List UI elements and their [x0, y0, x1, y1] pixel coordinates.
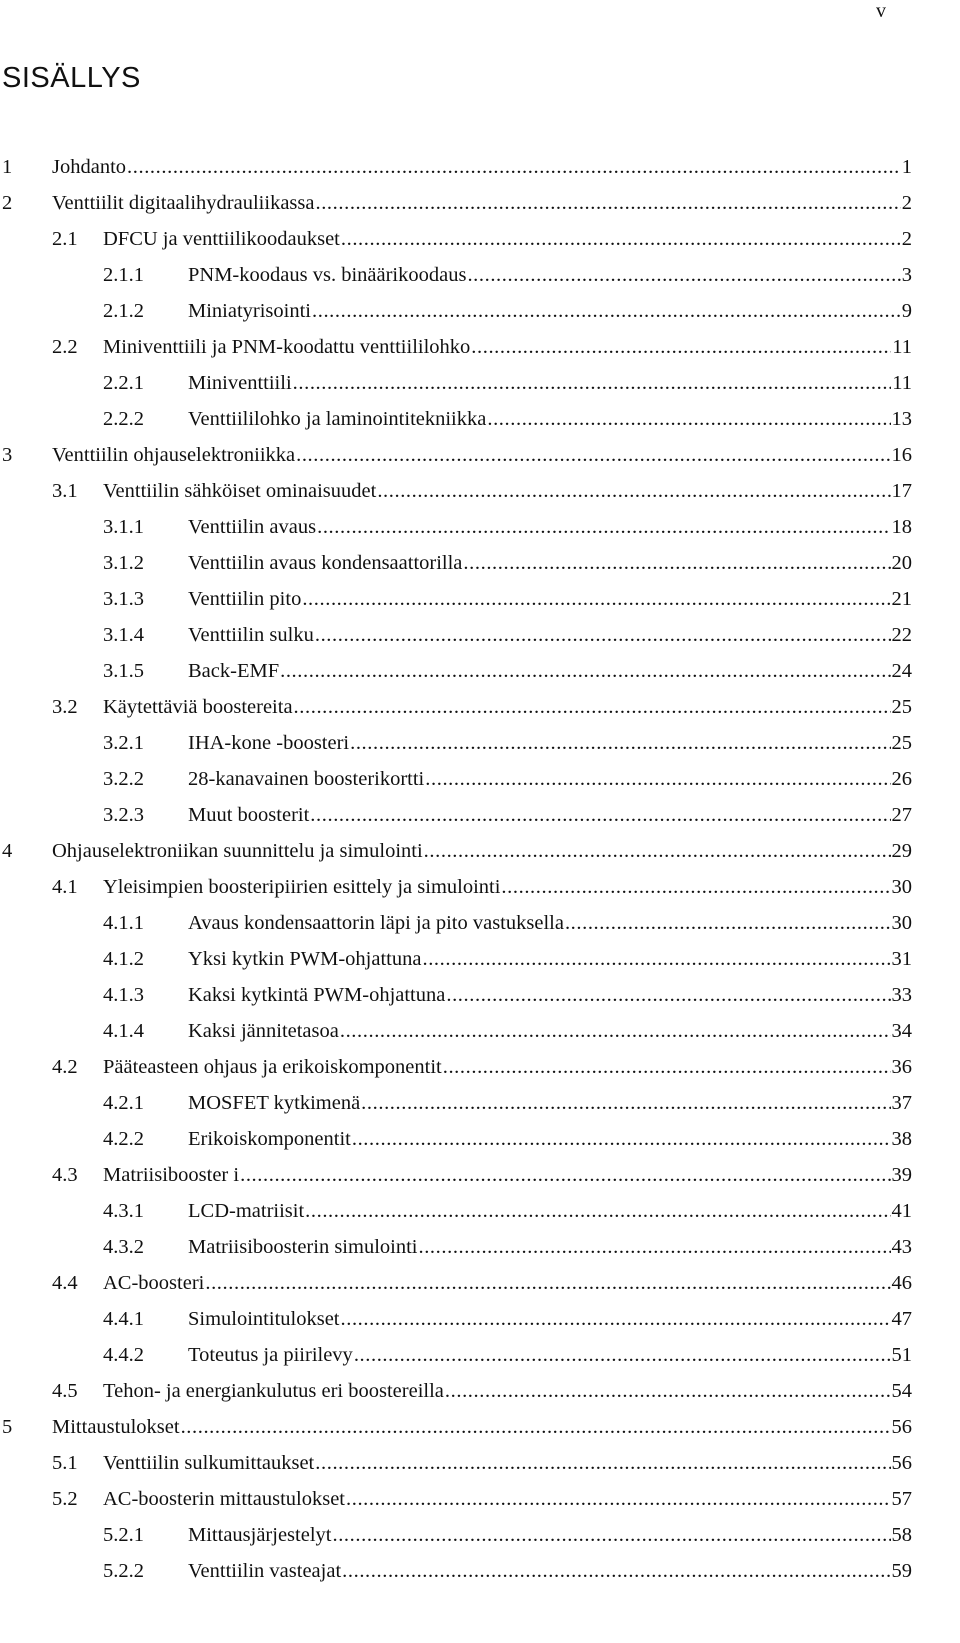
toc-entry-page: 2 [901, 192, 912, 214]
toc-entry-title: Venttiilin avaus [188, 516, 317, 538]
toc-entry-page: 25 [891, 732, 912, 754]
toc-entry-line [188, 1301, 912, 1337]
toc-entry-title: Simulointitulokset [188, 1308, 340, 1330]
dot-leader [422, 941, 890, 977]
toc-entry[interactable] [0, 1121, 912, 1157]
dot-leader [315, 617, 891, 653]
toc-entry[interactable] [0, 581, 912, 617]
dot-leader [446, 977, 890, 1013]
toc-entry-number: 1 [2, 156, 13, 178]
dot-leader [305, 1193, 890, 1229]
toc-entry-title: Venttiilin avaus kondensaattorilla [188, 552, 463, 574]
dot-leader [280, 653, 890, 689]
toc-entry-number: 4.1.2 [103, 948, 144, 970]
toc-entry[interactable] [0, 1373, 912, 1409]
toc-entry-line [52, 833, 912, 869]
toc-entry-page: 11 [892, 372, 912, 394]
dot-leader [312, 293, 901, 329]
table-of-contents [0, 149, 912, 1589]
toc-entry-page: 59 [891, 1560, 912, 1582]
toc-entry-title: Venttiilin pito [188, 588, 302, 610]
toc-entry-page: 34 [891, 1020, 912, 1042]
toc-entry-title: Matriisiboosterin simulointi [188, 1236, 418, 1258]
toc-entry-number: 2.1.2 [103, 300, 144, 322]
dot-leader [424, 833, 891, 869]
toc-entry-page: 21 [891, 588, 912, 610]
toc-entry-title: DFCU ja venttiilikoodaukset [103, 228, 340, 250]
toc-entry-title: Käytettäviä boostereita [103, 696, 293, 718]
dot-leader [418, 1229, 890, 1265]
toc-entry-number: 3.1.4 [103, 624, 144, 646]
toc-entry-title: Muut boosterit [188, 804, 310, 826]
toc-entry-title: AC-boosteri [103, 1272, 205, 1294]
toc-entry[interactable] [0, 761, 912, 797]
toc-entry[interactable] [0, 149, 912, 185]
dot-leader [341, 1301, 891, 1337]
toc-entry[interactable] [0, 365, 912, 401]
dot-leader [127, 149, 901, 185]
toc-entry-line [103, 1481, 912, 1517]
toc-entry-number: 4.4 [52, 1272, 78, 1294]
toc-entry-title: 28-kanavainen boosterikortti [188, 768, 425, 790]
toc-entry-line [103, 473, 912, 509]
toc-entry-page: 56 [891, 1452, 912, 1474]
toc-entry-page: 3 [901, 264, 912, 286]
dot-leader [296, 437, 890, 473]
toc-entry[interactable] [0, 797, 912, 833]
toc-entry[interactable] [0, 401, 912, 437]
toc-entry-title: Yleisimpien boosteripiirien esittely ja simulointi [103, 876, 501, 898]
dot-leader [293, 365, 892, 401]
toc-entry-line [103, 1265, 912, 1301]
toc-entry[interactable] [0, 185, 912, 221]
toc-entry[interactable] [0, 1481, 912, 1517]
toc-entry[interactable] [0, 977, 912, 1013]
toc-entry-number: 4.2.1 [103, 1092, 144, 1114]
toc-entry-line [188, 1337, 912, 1373]
page-number: v [876, 0, 886, 22]
toc-entry[interactable] [0, 833, 912, 869]
toc-entry[interactable] [0, 905, 912, 941]
toc-entry-title: Johdanto [52, 156, 127, 178]
dot-leader [240, 1157, 890, 1193]
dot-leader [501, 869, 890, 905]
dot-leader [352, 1121, 891, 1157]
toc-entry-number: 3.1.5 [103, 660, 144, 682]
toc-entry-title: Venttiilin vasteajat [188, 1560, 342, 1582]
toc-entry-title: MOSFET kytkimenä [188, 1092, 361, 1114]
toc-entry-page: 56 [891, 1416, 912, 1438]
toc-entry-number: 2.2.1 [103, 372, 144, 394]
dot-leader [332, 1517, 890, 1553]
dot-leader [181, 1409, 891, 1445]
toc-entry[interactable] [0, 1553, 912, 1589]
toc-entry-title: Miniventtiili ja PNM-koodattu venttiililohko [103, 336, 471, 358]
toc-entry-title: Tehon- ja energiankulutus eri boostereilla [103, 1380, 444, 1402]
dot-leader [350, 725, 890, 761]
toc-entry-line [188, 1517, 912, 1553]
toc-entry-title: Kaksi jännitetasoa [188, 1020, 339, 1042]
toc-entry-page: 18 [891, 516, 912, 538]
dot-leader [487, 401, 890, 437]
toc-entry-number: 5.2.1 [103, 1524, 144, 1546]
toc-entry-line [188, 761, 912, 797]
toc-entry-title: Mittaustulokset [52, 1416, 180, 1438]
dot-leader [302, 581, 890, 617]
toc-entry-line [103, 1157, 912, 1193]
toc-entry-line [103, 869, 912, 905]
toc-entry-title: LCD-matriisit [188, 1200, 305, 1222]
toc-entry-number: 4 [2, 840, 13, 862]
toc-entry-line [188, 293, 912, 329]
dot-leader [315, 1445, 890, 1481]
toc-entry-line [188, 905, 912, 941]
toc-entry-line [188, 1229, 912, 1265]
toc-entry-page: 39 [891, 1164, 912, 1186]
toc-entry-number: 3.1.3 [103, 588, 144, 610]
toc-entry-number: 2.1.1 [103, 264, 144, 286]
toc-entry-line [52, 1409, 912, 1445]
toc-entry[interactable] [0, 869, 912, 905]
toc-entry-line [188, 1553, 912, 1589]
toc-entry-title: Venttiilin sähköiset ominaisuudet [103, 480, 377, 502]
dot-leader [565, 905, 891, 941]
toc-entry-number: 4.5 [52, 1380, 78, 1402]
toc-entry[interactable] [0, 293, 912, 329]
toc-entry[interactable] [0, 1409, 912, 1445]
toc-entry[interactable] [0, 1517, 912, 1553]
dot-leader [425, 761, 890, 797]
toc-entry[interactable] [0, 1229, 912, 1265]
toc-entry-page: 36 [891, 1056, 912, 1078]
toc-entry-number: 5.2 [52, 1488, 78, 1510]
toc-entry-page: 22 [891, 624, 912, 646]
toc-entry-number: 3.2.1 [103, 732, 144, 754]
toc-entry[interactable] [0, 1157, 912, 1193]
dot-leader [377, 473, 890, 509]
toc-entry-number: 4.3.1 [103, 1200, 144, 1222]
toc-entry[interactable] [0, 221, 912, 257]
toc-entry-title: Ohjauselektroniikan suunnittelu ja simulointi [52, 840, 423, 862]
toc-entry[interactable] [0, 1049, 912, 1085]
toc-entry-number: 4.2.2 [103, 1128, 144, 1150]
toc-entry-page: 47 [891, 1308, 912, 1330]
toc-entry-number: 3 [2, 444, 13, 466]
toc-entry-title: Toteutus ja piirilevy [188, 1344, 353, 1366]
dot-leader [443, 1049, 891, 1085]
toc-entry-line [103, 221, 912, 257]
dot-leader [467, 257, 900, 293]
dot-leader [445, 1373, 891, 1409]
toc-entry-page: 54 [891, 1380, 912, 1402]
toc-entry-line [188, 617, 912, 653]
toc-entry-number: 5.1 [52, 1452, 78, 1474]
dot-leader [317, 509, 890, 545]
toc-entry-page: 46 [891, 1272, 912, 1294]
toc-entry-title: PNM-koodaus vs. binäärikoodaus [188, 264, 467, 286]
toc-entry[interactable] [0, 1193, 912, 1229]
dot-leader [463, 545, 890, 581]
toc-entry-line [188, 725, 912, 761]
toc-entry-line [188, 1121, 912, 1157]
toc-entry[interactable] [0, 1265, 912, 1301]
dot-leader [341, 221, 901, 257]
toc-entry[interactable] [0, 329, 912, 365]
dot-leader [361, 1085, 890, 1121]
toc-entry-page: 31 [891, 948, 912, 970]
toc-entry-title: Mittausjärjestelyt [188, 1524, 332, 1546]
toc-entry-title: Venttiilit digitaalihydrauliikassa [52, 192, 315, 214]
toc-entry-page: 20 [891, 552, 912, 574]
toc-entry-number: 3.2.3 [103, 804, 144, 826]
toc-entry[interactable] [0, 689, 912, 725]
toc-entry-page: 29 [891, 840, 912, 862]
toc-entry[interactable] [0, 1013, 912, 1049]
toc-entry-line [103, 1445, 912, 1481]
toc-entry-number: 4.1.4 [103, 1020, 144, 1042]
toc-entry-page: 57 [891, 1488, 912, 1510]
toc-entry[interactable] [0, 1301, 912, 1337]
toc-entry-page: 11 [892, 336, 912, 358]
toc-entry-line [188, 545, 912, 581]
toc-entry-line [103, 1373, 912, 1409]
toc-entry-title: Miniatyrisointi [188, 300, 311, 322]
toc-entry-title: Kaksi kytkintä PWM-ohjattuna [188, 984, 446, 1006]
toc-entry-title: AC-boosterin mittaustulokset [103, 1488, 345, 1510]
toc-entry-line [103, 689, 912, 725]
toc-entry-title: Venttiilin sulku [188, 624, 314, 646]
toc-entry-number: 2 [2, 192, 13, 214]
toc-entry-number: 4.1.3 [103, 984, 144, 1006]
dot-leader [354, 1337, 891, 1373]
toc-entry-title: Avaus kondensaattorin läpi ja pito vastuksella [188, 912, 564, 934]
toc-entry-title: IHA-kone -boosteri [188, 732, 350, 754]
toc-entry-page: 24 [891, 660, 912, 682]
toc-entry-number: 4.1.1 [103, 912, 144, 934]
toc-entry-number: 4.3.2 [103, 1236, 144, 1258]
toc-entry[interactable] [0, 617, 912, 653]
toc-entry[interactable] [0, 725, 912, 761]
toc-entry[interactable] [0, 1085, 912, 1121]
dot-leader [471, 329, 891, 365]
toc-entry-number: 3.2 [52, 696, 78, 718]
toc-entry-number: 2.2 [52, 336, 78, 358]
toc-entry-page: 9 [901, 300, 912, 322]
toc-entry-title: Matriisibooster i [103, 1164, 240, 1186]
toc-entry-page: 58 [891, 1524, 912, 1546]
toc-entry-line [188, 653, 912, 689]
toc-entry-line [52, 185, 912, 221]
toc-entry-title: Venttiilin sulkumittaukset [103, 1452, 315, 1474]
toc-entry-title: Venttiilin ohjauselektroniikka [52, 444, 296, 466]
toc-entry-line [188, 977, 912, 1013]
toc-entry-number: 3.1 [52, 480, 78, 502]
toc-entry-number: 4.2 [52, 1056, 78, 1078]
toc-entry-title: Erikoiskomponentit [188, 1128, 351, 1150]
toc-entry-number: 2.2.2 [103, 408, 144, 430]
toc-entry[interactable] [0, 653, 912, 689]
toc-entry-page: 33 [891, 984, 912, 1006]
toc-entry-page: 1 [901, 156, 912, 178]
toc-entry-line [52, 149, 912, 185]
toc-entry-number: 4.1 [52, 876, 78, 898]
toc-entry-line [103, 329, 912, 365]
dot-leader [342, 1553, 890, 1589]
toc-entry-line [188, 1193, 912, 1229]
toc-entry-page: 37 [891, 1092, 912, 1114]
toc-entry-line [103, 1049, 912, 1085]
toc-entry[interactable] [0, 1337, 912, 1373]
dot-leader [310, 797, 890, 833]
dot-leader [205, 1265, 890, 1301]
dot-leader [315, 185, 900, 221]
toc-entry-number: 4.4.1 [103, 1308, 144, 1330]
toc-entry-page: 25 [891, 696, 912, 718]
toc-entry-number: 4.3 [52, 1164, 78, 1186]
toc-entry-page: 2 [901, 228, 912, 250]
toc-entry-line [188, 509, 912, 545]
toc-entry[interactable] [0, 437, 912, 473]
toc-entry-line [188, 401, 912, 437]
toc-entry-page: 26 [891, 768, 912, 790]
toc-entry-title: Pääteasteen ohjaus ja erikoiskomponentit [103, 1056, 442, 1078]
toc-entry-page: 38 [891, 1128, 912, 1150]
toc-entry-page: 43 [891, 1236, 912, 1258]
dot-leader [340, 1013, 891, 1049]
page-title: SISÄLLYS [2, 62, 141, 94]
toc-entry-page: 30 [891, 912, 912, 934]
toc-entry-line [188, 1085, 912, 1121]
toc-entry-number: 5.2.2 [103, 1560, 144, 1582]
toc-entry-title: Yksi kytkin PWM-ohjattuna [188, 948, 422, 970]
toc-entry-number: 3.2.2 [103, 768, 144, 790]
toc-entry-number: 4.4.2 [103, 1344, 144, 1366]
toc-entry-line [188, 581, 912, 617]
toc-entry-page: 30 [891, 876, 912, 898]
toc-entry-title: Miniventtiili [188, 372, 292, 394]
dot-leader [294, 689, 891, 725]
toc-entry[interactable] [0, 545, 912, 581]
toc-entry-line [188, 941, 912, 977]
toc-entry-line [52, 437, 912, 473]
toc-entry-line [188, 797, 912, 833]
dot-leader [346, 1481, 891, 1517]
toc-entry-page: 51 [891, 1344, 912, 1366]
toc-entry-number: 2.1 [52, 228, 78, 250]
toc-entry-page: 17 [891, 480, 912, 502]
toc-entry-page: 13 [891, 408, 912, 430]
toc-entry[interactable] [0, 473, 912, 509]
toc-entry-number: 3.1.1 [103, 516, 144, 538]
toc-entry-title: Venttiililohko ja laminointitekniikka [188, 408, 487, 430]
toc-entry-number: 5 [2, 1416, 13, 1438]
toc-entry-page: 27 [891, 804, 912, 826]
toc-entry-line [188, 365, 912, 401]
toc-entry-page: 41 [891, 1200, 912, 1222]
toc-entry[interactable] [0, 257, 912, 293]
toc-entry-title: Back-EMF [188, 660, 280, 682]
toc-entry[interactable] [0, 509, 912, 545]
toc-entry[interactable] [0, 941, 912, 977]
toc-entry-line [188, 1013, 912, 1049]
toc-entry-page: 16 [891, 444, 912, 466]
toc-entry[interactable] [0, 1445, 912, 1481]
toc-entry-line [188, 257, 912, 293]
toc-entry-number: 3.1.2 [103, 552, 144, 574]
